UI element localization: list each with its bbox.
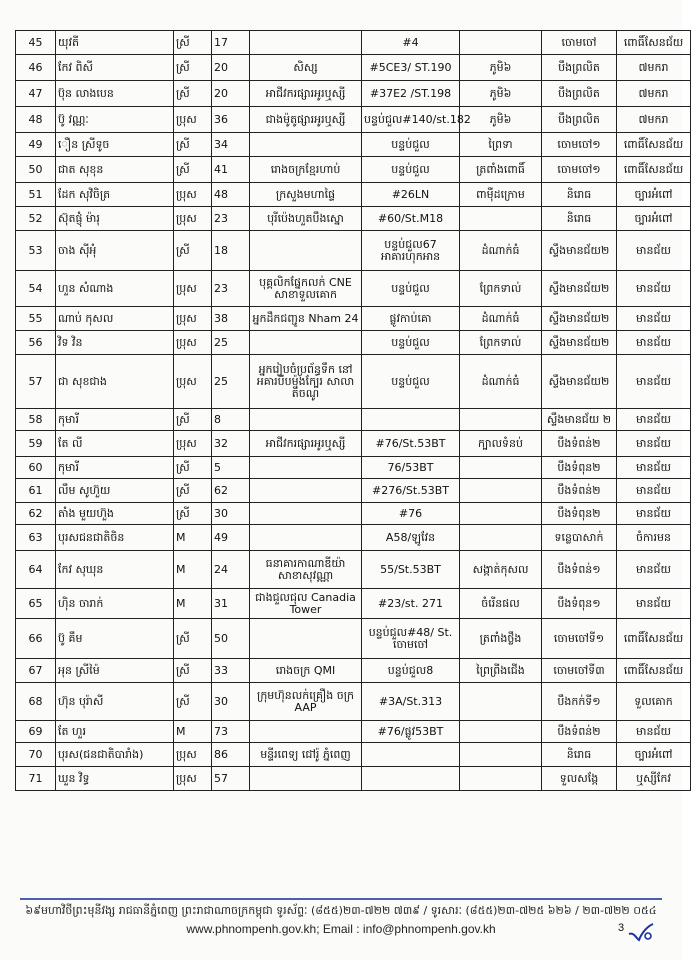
row-number: 68 (16, 683, 56, 721)
name-cell: តែ លី (56, 431, 174, 457)
district-cell: ឬស្សីកែវ (617, 767, 691, 791)
address-cell: #5CE3/ ST.190 (362, 55, 460, 81)
sex-cell: ស្រី (174, 479, 212, 503)
name-cell: ប៊ូ គឹម (56, 619, 174, 659)
commune-cell: ស្ទឹងមានជ័យ២ (542, 307, 617, 331)
commune-cell: បឹងទំពន់១ (542, 551, 617, 589)
patient-table (15, 30, 691, 791)
name-cell: ឿន ស្រីទូច (56, 133, 174, 157)
sex-cell: ប្រុស (174, 355, 212, 409)
sex-cell: ស្រី (174, 409, 212, 431)
row-number: 50 (16, 157, 56, 183)
occupation-cell (250, 231, 362, 271)
row-number: 54 (16, 271, 56, 307)
address-cell (362, 743, 460, 767)
age-cell: 36 (212, 107, 250, 133)
district-cell: ច្បារអំពៅ (617, 207, 691, 231)
sex-cell: ប្រុស (174, 743, 212, 767)
checkmark-icon (626, 920, 656, 944)
row-number: 56 (16, 331, 56, 355)
age-cell: 20 (212, 81, 250, 107)
footer-address: ៦៩មហាវិថីព្រះមុនីវង្ស រាជធានីភ្នំពេញ ព្រះរាជាណាចក្រកម្ពុជា ទូរស័ព្ទៈ (៨៥៥)២៣-៧២២ ៧៣៩ / ទូរសារៈ (៨៥៥)២៣-៧២៥ ៦២៦ / ២៣-៧២២ ០៥៤ (25, 904, 657, 917)
village-cell: ចំរើនផល (460, 589, 542, 619)
sex-cell: ប្រុស (174, 307, 212, 331)
row-number: 53 (16, 231, 56, 271)
commune-cell: ចោមចៅទី៣ (542, 659, 617, 683)
village-cell (460, 457, 542, 479)
age-cell: 62 (212, 479, 250, 503)
table-row (16, 551, 691, 589)
commune-cell: ស្ទឹងមានជ័យ២ (542, 331, 617, 355)
name-cell: លឹម សូហ៊ួយ (56, 479, 174, 503)
name-cell: ហួន សំណាង (56, 271, 174, 307)
commune-cell: ស្ទឹងមានជ័យ២ (542, 355, 617, 409)
name-cell: ដែក សុវិចិត្រ (56, 183, 174, 207)
age-cell: 18 (212, 231, 250, 271)
commune-cell: ចោមចៅ (542, 31, 617, 55)
name-cell: ជា សុខជាង (56, 355, 174, 409)
district-cell: ៧មករា (617, 81, 691, 107)
row-number: 49 (16, 133, 56, 157)
commune-cell: បឹងព្រលិត (542, 55, 617, 81)
name-cell: ស៊ុតផ្ញុំ ម៉ារុ (56, 207, 174, 231)
occupation-cell: សិស្ស (250, 55, 362, 81)
name-cell: ជាត សុខុន (56, 157, 174, 183)
table-row (16, 479, 691, 503)
sex-cell: M (174, 525, 212, 551)
row-number: 52 (16, 207, 56, 231)
district-cell: មានជ័យ (617, 503, 691, 525)
name-cell: វិទ វិន (56, 331, 174, 355)
occupation-cell (250, 133, 362, 157)
district-cell: មានជ័យ (617, 551, 691, 589)
footer-divider (20, 898, 662, 900)
sex-cell: ស្រី (174, 157, 212, 183)
name-cell: ហ៊ិន ចារាក់ (56, 589, 174, 619)
table-row (16, 107, 691, 133)
village-cell (460, 409, 542, 431)
district-cell: មានជ័យ (617, 409, 691, 431)
occupation-cell (250, 767, 362, 791)
table-row (16, 457, 691, 479)
village-cell: ដំណាក់ធំ (460, 231, 542, 271)
occupation-cell: អ្នកដឹកជញ្ជូន Nham 24 (250, 307, 362, 331)
occupation-cell (250, 331, 362, 355)
district-cell: មានជ័យ (617, 479, 691, 503)
occupation-cell (250, 31, 362, 55)
occupation-cell (250, 409, 362, 431)
row-number: 61 (16, 479, 56, 503)
table-row (16, 81, 691, 107)
row-number: 70 (16, 743, 56, 767)
commune-cell: បឹងព្រលិត (542, 81, 617, 107)
occupation-cell: ធនាគារកាណាឌីយ៉ា សាខាសុវណ្ណា (250, 551, 362, 589)
age-cell: 34 (212, 133, 250, 157)
row-number: 48 (16, 107, 56, 133)
sex-cell: ស្រី (174, 683, 212, 721)
age-cell: 86 (212, 743, 250, 767)
district-cell: មានជ័យ (617, 355, 691, 409)
name-cell: កុមារី (56, 409, 174, 431)
commune-cell: បឹងព្រលិត (542, 107, 617, 133)
sex-cell: ប្រុស (174, 767, 212, 791)
table-row (16, 409, 691, 431)
table-row (16, 271, 691, 307)
sex-cell: ស្រី (174, 503, 212, 525)
row-number: 51 (16, 183, 56, 207)
sex-cell: ប្រុស (174, 271, 212, 307)
commune-cell: បឹងកក់ទី១ (542, 683, 617, 721)
sex-cell: ស្រី (174, 81, 212, 107)
row-number: 57 (16, 355, 56, 409)
address-cell: #76 (362, 503, 460, 525)
commune-cell: និរោធ (542, 207, 617, 231)
village-cell (460, 743, 542, 767)
age-cell: 30 (212, 683, 250, 721)
table-row (16, 157, 691, 183)
commune-cell: បឹងទំពន់២ (542, 479, 617, 503)
address-cell: បន្ទប់ជួល (362, 271, 460, 307)
address-cell (362, 767, 460, 791)
district-cell: ពោធិ៍សែនជ័យ (617, 133, 691, 157)
address-cell: បន្ទប់ជួល8 (362, 659, 460, 683)
sex-cell: ស្រី (174, 457, 212, 479)
row-number: 63 (16, 525, 56, 551)
sex-cell: ប្រុស (174, 183, 212, 207)
name-cell: ហ៊ុន បុរ៉ាសី (56, 683, 174, 721)
commune-cell: ស្ទឹងមានជ័យ២ (542, 271, 617, 307)
sex-cell: ស្រី (174, 619, 212, 659)
address-cell (362, 409, 460, 431)
village-cell: ដំណាក់ធំ (460, 307, 542, 331)
address-cell: បន្ទប់ជួល#48/ St. ចោមចៅ (362, 619, 460, 659)
name-cell: បុរស(ជនជាតិបារាំង) (56, 743, 174, 767)
name-cell: ណាប់ កុសល (56, 307, 174, 331)
village-cell: ភូមិ៦ (460, 81, 542, 107)
sex-cell: ប្រុស (174, 207, 212, 231)
district-cell: មានជ័យ (617, 271, 691, 307)
district-cell: មានជ័យ (617, 431, 691, 457)
village-cell (460, 479, 542, 503)
row-number: 66 (16, 619, 56, 659)
address-cell: បន្ទប់ជួល (362, 331, 460, 355)
occupation-cell: បុគ្គលិកផ្នែកលក់ CNE សាខាទួលគោក (250, 271, 362, 307)
row-number: 69 (16, 721, 56, 743)
address-cell: #76/ផ្លូវ53BT (362, 721, 460, 743)
district-cell: ពោធិ៍សែនជ័យ (617, 157, 691, 183)
village-cell (460, 721, 542, 743)
address-cell: បន្ទប់ជួល (362, 157, 460, 183)
name-cell: ឃួន វិទ្ធ (56, 767, 174, 791)
row-number: 59 (16, 431, 56, 457)
address-cell: 55/St.53BT (362, 551, 460, 589)
table-row (16, 503, 691, 525)
district-cell: មានជ័យ (617, 307, 691, 331)
row-number: 62 (16, 503, 56, 525)
district-cell: ពោធិ៍សែនជ័យ (617, 619, 691, 659)
village-cell: ភូមិ៦ (460, 55, 542, 81)
name-cell: តាំង មួយហ៊ួង (56, 503, 174, 525)
district-cell: ច្បារអំពៅ (617, 183, 691, 207)
village-cell: ព្រៃទា (460, 133, 542, 157)
commune-cell: និរោធ (542, 183, 617, 207)
row-number: 46 (16, 55, 56, 81)
row-number: 67 (16, 659, 56, 683)
age-cell: 25 (212, 355, 250, 409)
district-cell: ចំការមន (617, 525, 691, 551)
address-cell: A58/ឡូវែន (362, 525, 460, 551)
district-cell: ៧មករា (617, 107, 691, 133)
table-row (16, 659, 691, 683)
table-row (16, 183, 691, 207)
occupation-cell (250, 457, 362, 479)
sex-cell: M (174, 589, 212, 619)
village-cell (460, 503, 542, 525)
village-cell: ព្រែកទាល់ (460, 331, 542, 355)
name-cell: កែវ សុឃុន (56, 551, 174, 589)
footer-email[interactable]: info@phnompenh.gov.kh (362, 922, 496, 936)
district-cell: មានជ័យ (617, 231, 691, 271)
occupation-cell: ជាងម៉ូតូផ្សារអូរឬស្សី (250, 107, 362, 133)
occupation-cell: រោងចក្រ QMI (250, 659, 362, 683)
sex-cell: ប្រុស (174, 331, 212, 355)
village-cell: ភូមិ៦ (460, 107, 542, 133)
district-cell: ពោធិ៍សែនជ័យ (617, 31, 691, 55)
age-cell: 33 (212, 659, 250, 683)
age-cell: 48 (212, 183, 250, 207)
sex-cell: M (174, 721, 212, 743)
name-cell: ចាង ស៊ីអុំ (56, 231, 174, 271)
address-cell: បន្ទប់ជួល (362, 133, 460, 157)
district-cell: មានជ័យ (617, 331, 691, 355)
commune-cell: ចោមចៅ១ (542, 157, 617, 183)
age-cell: 23 (212, 271, 250, 307)
sex-cell: ស្រី (174, 231, 212, 271)
address-cell: #23/st. 271 (362, 589, 460, 619)
name-cell: ប៊ូ វណ្ណៈ (56, 107, 174, 133)
occupation-cell: ក្រុមហ៊ុនលក់គ្រឿង ចក្រ AAP (250, 683, 362, 721)
village-cell: ព្រែកទាល់ (460, 271, 542, 307)
village-cell (460, 683, 542, 721)
address-cell: #76/St.53BT (362, 431, 460, 457)
address-cell: #60/St.M18 (362, 207, 460, 231)
occupation-cell: អាជីវករផ្សារអូរឬស្សី (250, 81, 362, 107)
sex-cell: ស្រី (174, 55, 212, 81)
occupation-cell: រោងចក្រខ្មែរហាប់ (250, 157, 362, 183)
age-cell: 8 (212, 409, 250, 431)
age-cell: 38 (212, 307, 250, 331)
commune-cell: បឹងទំពុន២ (542, 457, 617, 479)
age-cell: 31 (212, 589, 250, 619)
occupation-cell (250, 619, 362, 659)
occupation-cell: ក្រសួងមហាផ្ទៃ (250, 183, 362, 207)
address-cell: #4 (362, 31, 460, 55)
commune-cell: បឹងទំពន់២ (542, 721, 617, 743)
age-cell: 49 (212, 525, 250, 551)
address-cell: 76/53BT (362, 457, 460, 479)
sex-cell: ស្រី (174, 133, 212, 157)
table-row (16, 355, 691, 409)
occupation-cell: អាជីវករផ្សារអូរឬស្សី (250, 431, 362, 457)
commune-cell: និរោធ (542, 743, 617, 767)
district-cell: ៧មករា (617, 55, 691, 81)
age-cell: 25 (212, 331, 250, 355)
table-row (16, 525, 691, 551)
occupation-cell: ជាងជួលជុល Canadia Tower (250, 589, 362, 619)
district-cell: មានជ័យ (617, 721, 691, 743)
row-number: 47 (16, 81, 56, 107)
name-cell: បុរសជនជាតិចិន (56, 525, 174, 551)
age-cell: 73 (212, 721, 250, 743)
commune-cell: ទន្លេបាសាក់ (542, 525, 617, 551)
commune-cell: បឹងទំពុន១ (542, 589, 617, 619)
district-cell: ពោធិ៍សែនជ័យ (617, 659, 691, 683)
sex-cell: ស្រី (174, 31, 212, 55)
row-number: 58 (16, 409, 56, 431)
row-number: 64 (16, 551, 56, 589)
commune-cell: ស្ទឹងមានជ័យ ២ (542, 409, 617, 431)
footer-website[interactable]: www.phnompenh.gov.kh (186, 922, 317, 936)
name-cell: អុន ស្រីម៉ៃ (56, 659, 174, 683)
occupation-cell (250, 479, 362, 503)
commune-cell: ទួលសង្កែ (542, 767, 617, 791)
table-row (16, 55, 691, 81)
commune-cell: បឹងទំពន់២ (542, 431, 617, 457)
name-cell: តែ ហួរ (56, 721, 174, 743)
name-cell: យុវតី (56, 31, 174, 55)
name-cell: កែវ ពិសី (56, 55, 174, 81)
village-cell: ក្បាលទំនប់ (460, 431, 542, 457)
row-number: 65 (16, 589, 56, 619)
sex-cell: M (174, 551, 212, 589)
sex-cell: ប្រុស (174, 431, 212, 457)
table-row (16, 431, 691, 457)
district-cell: មានជ័យ (617, 589, 691, 619)
district-cell: ទួលគោក (617, 683, 691, 721)
village-cell: ត្រពាំងថ្លឹង (460, 619, 542, 659)
table-row (16, 231, 691, 271)
occupation-cell (250, 721, 362, 743)
address-cell: #276/St.53BT (362, 479, 460, 503)
address-cell: បន្ទប់ជួល67 អាគារហុកអាន (362, 231, 460, 271)
commune-cell: បឹងទំពុន២ (542, 503, 617, 525)
row-number: 60 (16, 457, 56, 479)
age-cell: 57 (212, 767, 250, 791)
table-row (16, 721, 691, 743)
age-cell: 20 (212, 55, 250, 81)
district-cell: ច្បារអំពៅ (617, 743, 691, 767)
address-cell: ផ្លូវកាប់គោ (362, 307, 460, 331)
village-cell: សង្កាត់កុសល (460, 551, 542, 589)
name-cell: កុមារី (56, 457, 174, 479)
occupation-cell (250, 503, 362, 525)
address-cell: #26LN (362, 183, 460, 207)
row-number: 55 (16, 307, 56, 331)
table-row (16, 31, 691, 55)
age-cell: 50 (212, 619, 250, 659)
row-number: 71 (16, 767, 56, 791)
row-number: 45 (16, 31, 56, 55)
district-cell: មានជ័យ (617, 457, 691, 479)
age-cell: 41 (212, 157, 250, 183)
commune-cell: ចោមចៅ១ (542, 133, 617, 157)
address-cell: #3A/St.313 (362, 683, 460, 721)
age-cell: 17 (212, 31, 250, 55)
village-cell: ត្រពាំងពោធិ៍ (460, 157, 542, 183)
page-number: 3 (618, 922, 625, 934)
sex-cell: ប្រុស (174, 107, 212, 133)
name-cell: ប៊ុន លាងបេន (56, 81, 174, 107)
village-cell (460, 207, 542, 231)
address-cell: បន្ទប់ជួល (362, 355, 460, 409)
commune-cell: ស្ទឹងមានជ័យ២ (542, 231, 617, 271)
occupation-cell: អ្នករៀបចំប្រព័ន្ធទឹក នៅអគារបីបម៉ុងក្បែរ សាលាតិចណូ (250, 355, 362, 409)
village-cell (460, 767, 542, 791)
table-row (16, 767, 691, 791)
commune-cell: ចោមចៅទី១ (542, 619, 617, 659)
age-cell: 30 (212, 503, 250, 525)
occupation-cell: បុរីប៉េងហួតបឹងស្នោ (250, 207, 362, 231)
table-row (16, 307, 691, 331)
age-cell: 32 (212, 431, 250, 457)
age-cell: 24 (212, 551, 250, 589)
address-cell: បន្ទប់ជួល#140/st.182 (362, 107, 460, 133)
village-cell: ពាម៉ឺដក្រោម (460, 183, 542, 207)
footer-contact: www.phnompenh.gov.kh; Email : info@phnompenh.gov.kh (186, 922, 496, 936)
village-cell: ព្រៃព្រីងជើង (460, 659, 542, 683)
village-cell: ដំណាក់ធំ (460, 355, 542, 409)
occupation-cell (250, 525, 362, 551)
table-row (16, 207, 691, 231)
table-row (16, 133, 691, 157)
table-row (16, 619, 691, 659)
table-row (16, 331, 691, 355)
occupation-cell: មន្ទីរពេទ្យ ជៅរ៉ូ ភ្នំពេញ (250, 743, 362, 767)
age-cell: 23 (212, 207, 250, 231)
village-cell (460, 525, 542, 551)
sex-cell: ស្រី (174, 659, 212, 683)
age-cell: 5 (212, 457, 250, 479)
address-cell: #37E2 /ST.198 (362, 81, 460, 107)
table-row (16, 743, 691, 767)
village-cell (460, 31, 542, 55)
table-row (16, 589, 691, 619)
table-row (16, 683, 691, 721)
